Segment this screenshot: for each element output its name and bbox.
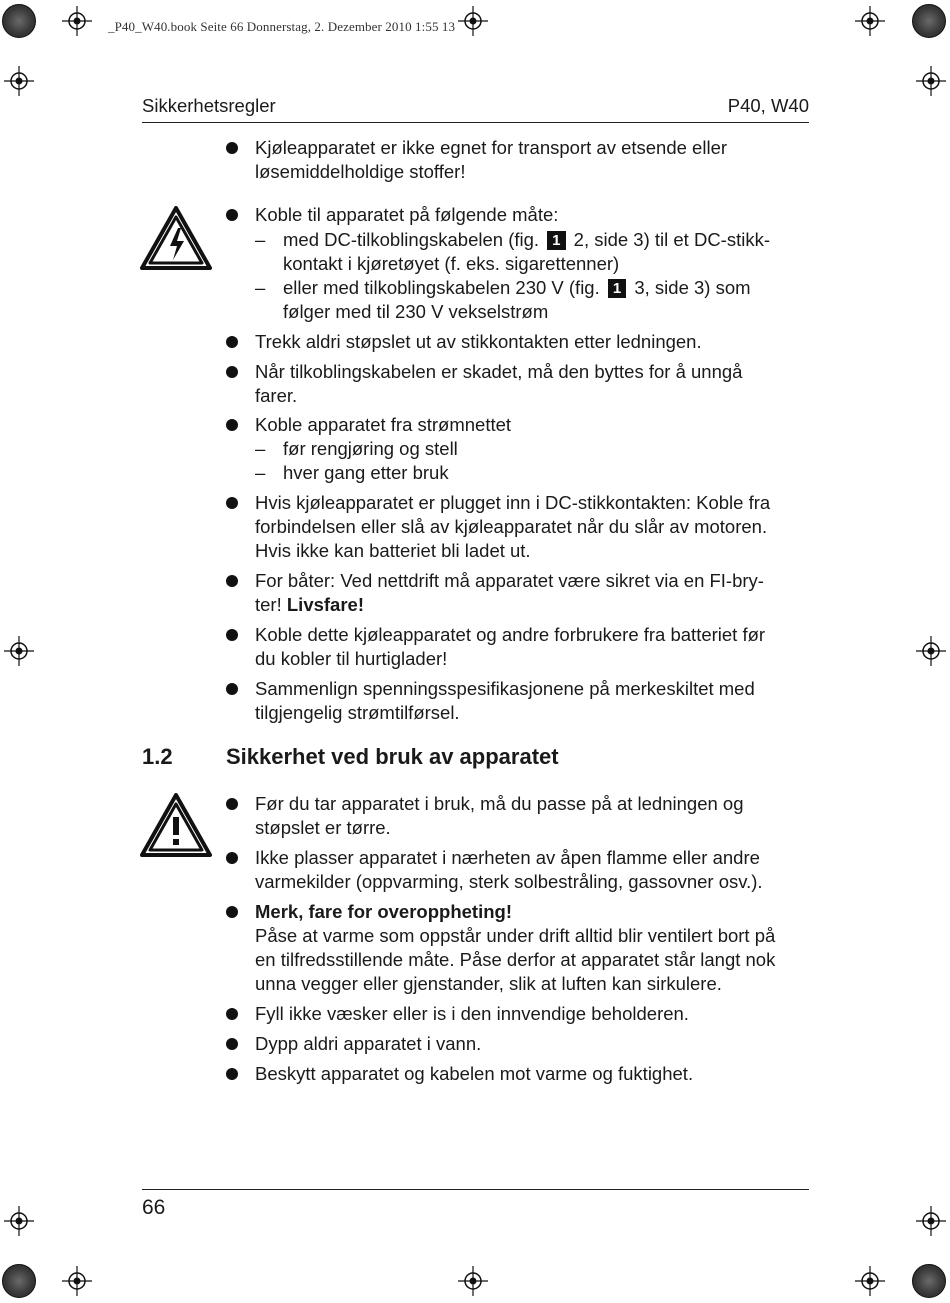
- registration-mark-icon: [62, 1266, 92, 1296]
- bullet-icon: [226, 497, 238, 509]
- list-item-text: Sammenlign spenningsspesifikasjonene på merkeskiltet med: [255, 678, 755, 699]
- bullet-icon: [226, 336, 238, 348]
- list-item-text: Fyll ikke væsker eller is i den innvendige beholderen.: [255, 1003, 689, 1024]
- list-item-text: varmekilder (oppvarming, sterk solbestråling, gassovner osv.).: [255, 871, 763, 892]
- footer-rule: [142, 1189, 809, 1190]
- corner-color-disc-icon: [912, 4, 946, 38]
- list-item-text: Hvis kjøleapparatet er plugget inn i DC-stikkontakten: Koble fra: [255, 492, 771, 513]
- list-item-text: Beskytt apparatet og kabelen mot varme og fuktighet.: [255, 1063, 694, 1084]
- bullet-icon: [226, 209, 238, 221]
- registration-mark-icon: [916, 636, 946, 666]
- bullet-icon: [226, 366, 238, 378]
- bullet-icon: [226, 798, 238, 810]
- list-item-text: Ikke plasser apparatet i nærheten av åpen flamme eller andre: [255, 847, 760, 868]
- general-warning-icon: [140, 793, 212, 857]
- dash-marker: –: [255, 438, 266, 459]
- running-header: [142, 95, 809, 123]
- bullet-icon: [226, 1068, 238, 1080]
- list-item-text: Trekk aldri støpslet ut av stikkontakten etter ledningen.: [255, 331, 702, 352]
- list-item-text: farer.: [255, 385, 298, 406]
- sub-item-text: eller med tilkoblingskabelen 230 V (fig. 1 3, side 3) som: [283, 277, 751, 298]
- list-item-text: Påse at varme som oppstår under drift alltid blir ventilert bort på: [255, 925, 776, 946]
- section-title: Sikkerhet ved bruk av apparatet: [226, 744, 559, 769]
- list-item-text: Hvis ikke kan batteriet bli ladet ut.: [255, 540, 531, 561]
- bullet-icon: [226, 142, 238, 154]
- header-model-name: P40, W40: [727, 95, 809, 116]
- list-item-text: forbindelsen eller slå av kjøleapparatet når du slår av motoren.: [255, 516, 768, 537]
- dash-marker: –: [255, 277, 266, 298]
- list-item-text: en tilfredsstillende måte. Påse derfor at apparatet står langt nok: [255, 949, 776, 970]
- electrical-hazard-warning-icon: [140, 206, 212, 270]
- corner-color-disc-icon: [2, 1264, 36, 1298]
- registration-mark-icon: [458, 1266, 488, 1296]
- list-item-text: For båter: Ved nettdrift må apparatet være sikret via en FI-bry-: [255, 570, 764, 591]
- bullet-icon: [226, 629, 238, 641]
- sub-item-text: med DC-tilkoblingskabelen (fig. 1 2, side 3) til et DC-stikk-: [283, 229, 771, 250]
- list-item-text: Kjøleapparatet er ikke egnet for transport av etsende eller: [255, 137, 728, 158]
- bullet-icon: [226, 575, 238, 587]
- registration-mark-icon: [855, 1266, 885, 1296]
- list-item-text: Dypp aldri apparatet i vann.: [255, 1033, 482, 1054]
- life-danger-emphasis: Livsfare!: [286, 594, 364, 615]
- list-item-text: unna vegger eller gjenstander, slik at luften kan sirkulere.: [255, 973, 722, 994]
- list-item-text: Koble apparatet fra strømnettet: [255, 414, 512, 435]
- dash-marker: –: [255, 462, 266, 483]
- list-item-text: Koble dette kjøleapparatet og andre forbrukere fra batteriet før: [255, 624, 766, 645]
- figure-reference-badge: 1: [547, 231, 565, 250]
- registration-mark-icon: [916, 1206, 946, 1236]
- registration-mark-icon: [4, 1206, 34, 1236]
- page-number: 66: [142, 1196, 166, 1219]
- bullet-icon: [226, 1008, 238, 1020]
- registration-mark-icon: [62, 6, 92, 36]
- figure-reference-badge: 1: [608, 279, 626, 298]
- list-item-text: ter! Livsfare!: [255, 594, 364, 615]
- list-item-text: støpslet er tørre.: [255, 817, 391, 838]
- bullet-icon: [226, 683, 238, 695]
- registration-mark-icon: [916, 66, 946, 96]
- header-chapter-title: Sikkerhetsregler: [142, 95, 276, 116]
- bullet-icon: [226, 1038, 238, 1050]
- list-item-text: Før du tar apparatet i bruk, må du passe på at ledningen og: [255, 793, 744, 814]
- registration-mark-icon: [458, 6, 488, 36]
- list-item-text: Når tilkoblingskabelen er skadet, må den byttes for å unngå: [255, 361, 743, 382]
- section-number: 1.2: [142, 744, 173, 769]
- list-item-text: tilgjengelig strømtilførsel.: [255, 702, 460, 723]
- bullet-icon: [226, 419, 238, 431]
- dash-marker: –: [255, 229, 266, 250]
- bullet-icon: [226, 852, 238, 864]
- corner-color-disc-icon: [2, 4, 36, 38]
- sub-item-text: hver gang etter bruk: [283, 462, 449, 483]
- corner-color-disc-icon: [912, 1264, 946, 1298]
- overheating-warning-title: Merk, fare for overoppheting!: [255, 901, 512, 922]
- list-item-text: løsemiddelholdige stoffer!: [255, 161, 466, 182]
- list-item-text: Koble til apparatet på følgende måte:: [255, 204, 559, 225]
- list-item-text: du kobler til hurtiglader!: [255, 648, 448, 669]
- registration-mark-icon: [855, 6, 885, 36]
- sub-item-text: følger med til 230 V vekselstrøm: [283, 301, 549, 322]
- sub-item-text: før rengjøring og stell: [283, 438, 458, 459]
- print-info-line: _P40_W40.book Seite 66 Donnerstag, 2. Dezember 2010 1:55 13: [108, 19, 456, 34]
- registration-mark-icon: [4, 66, 34, 96]
- sub-item-text: kontakt i kjøretøyet (f. eks. sigarettenner): [283, 253, 620, 274]
- registration-mark-icon: [4, 636, 34, 666]
- bullet-icon: [226, 906, 238, 918]
